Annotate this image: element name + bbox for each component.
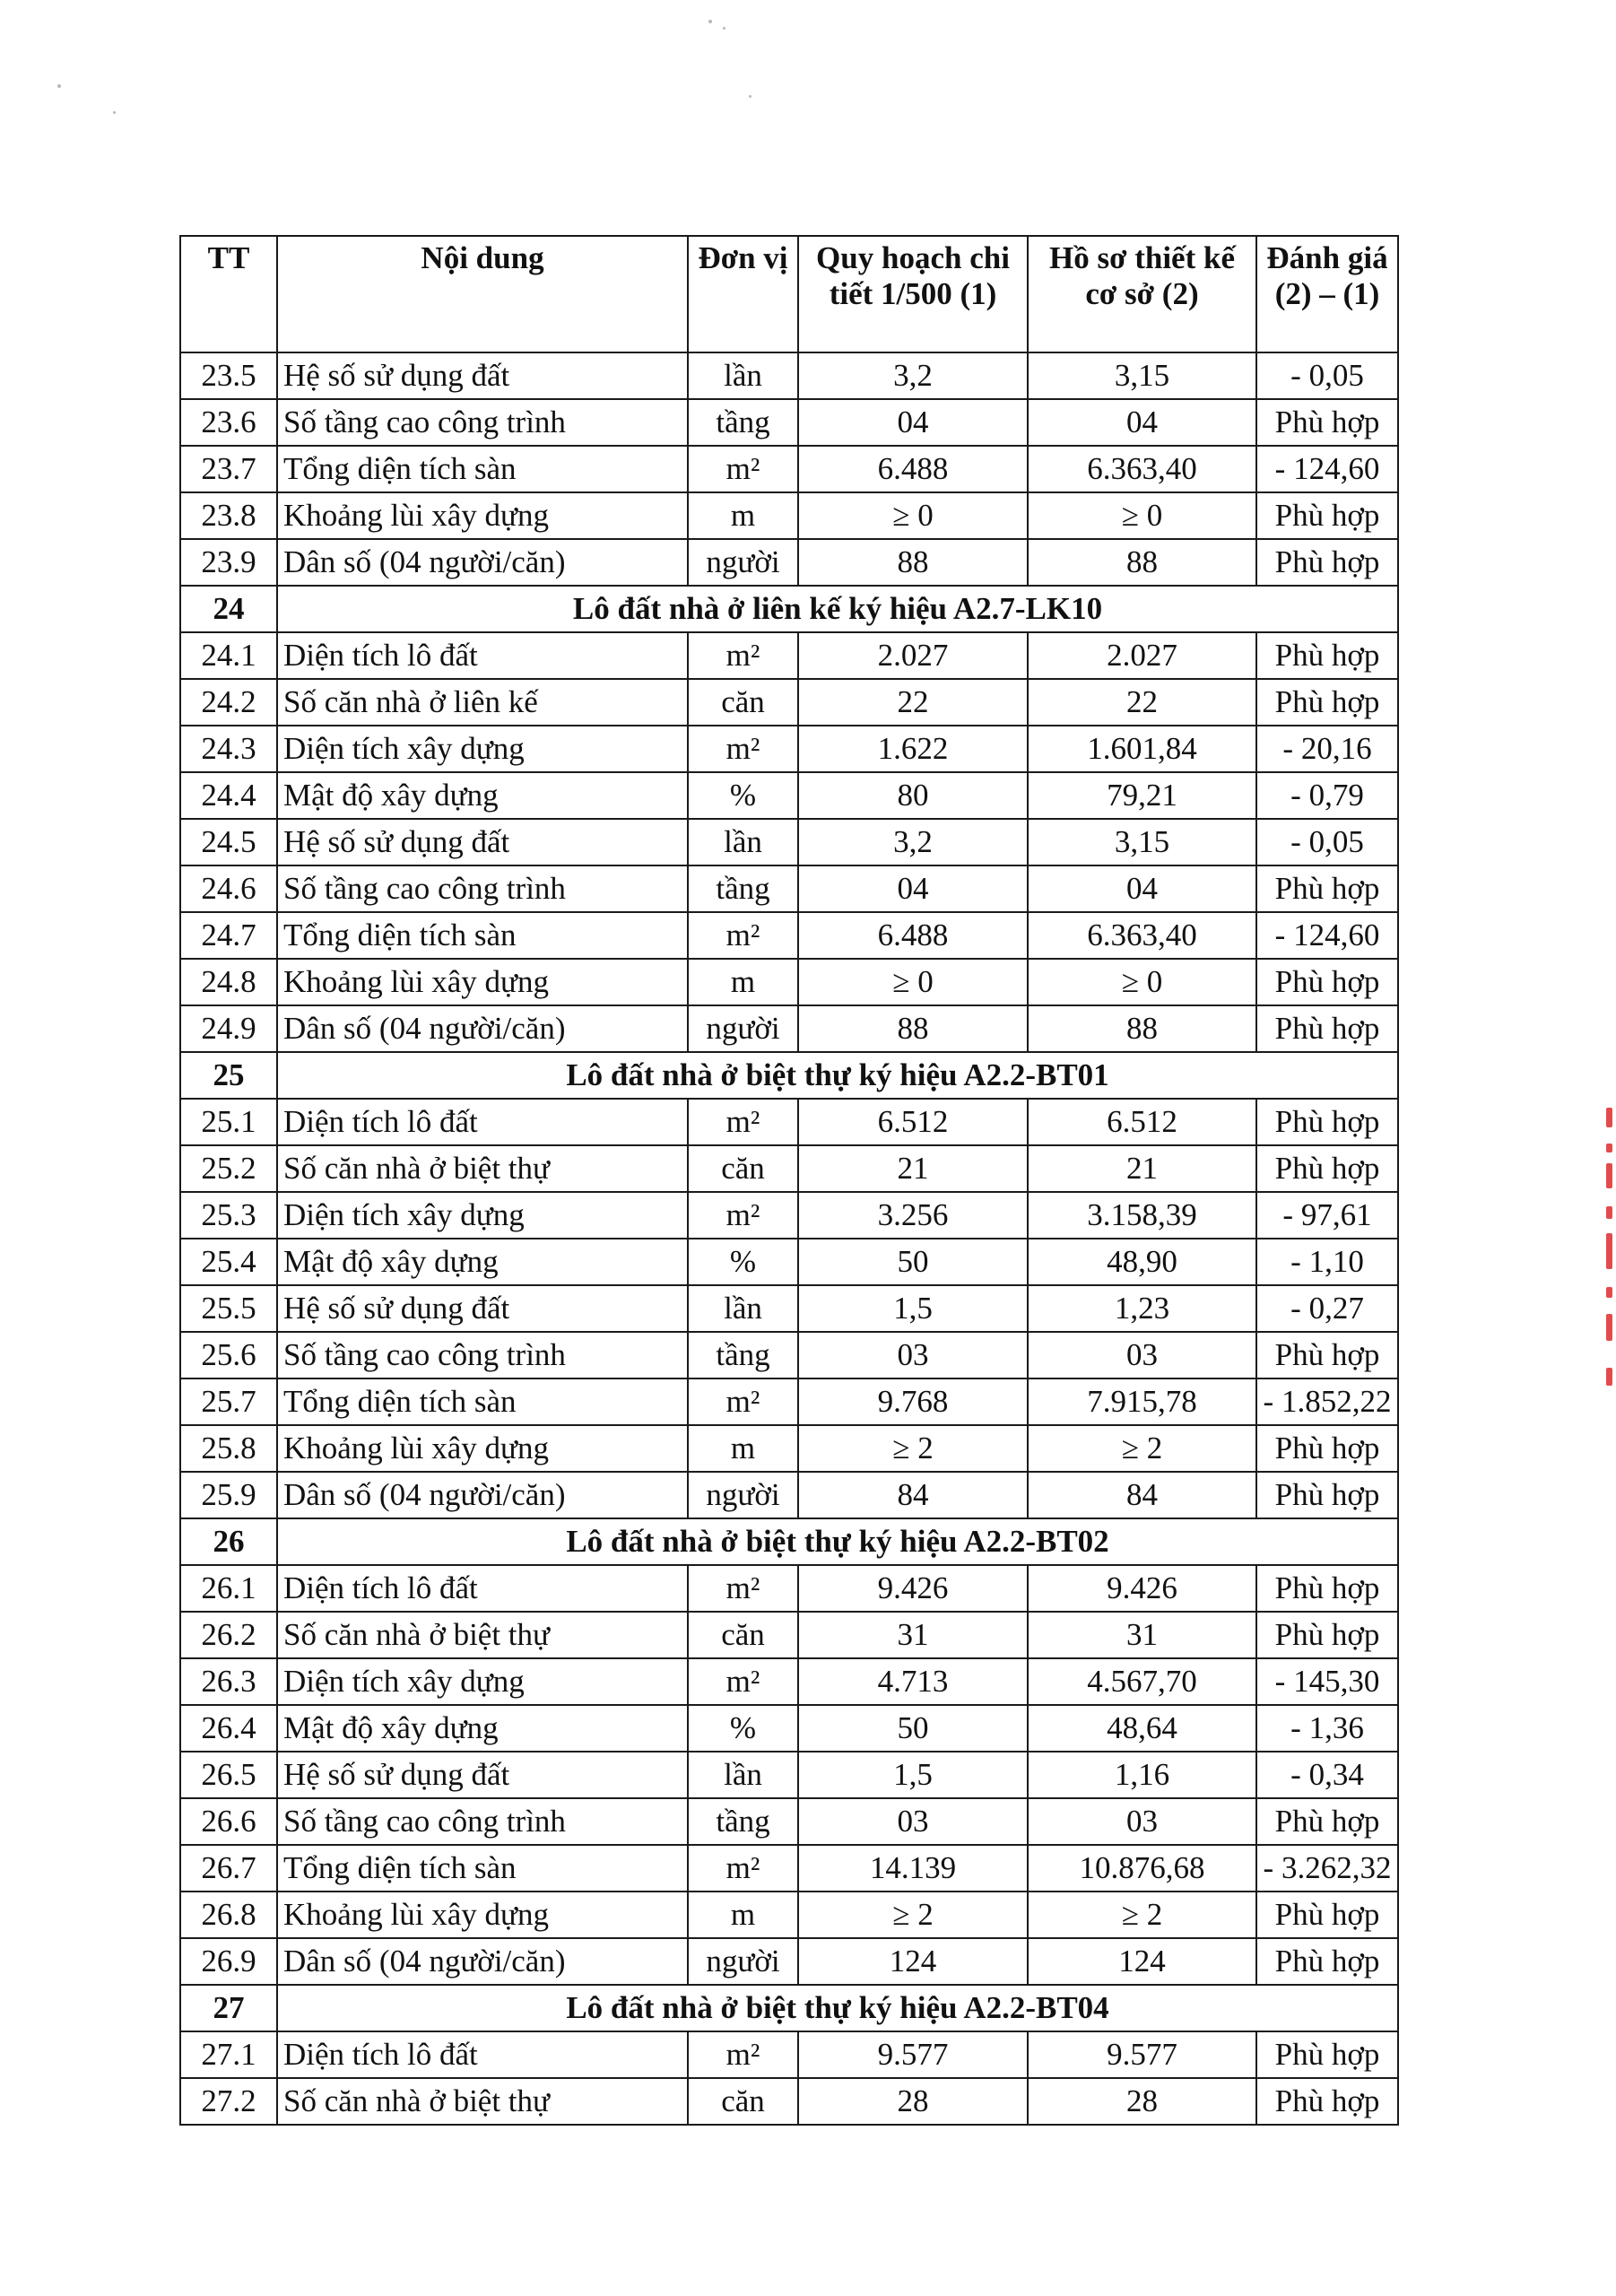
row-unit: m bbox=[688, 492, 798, 539]
row-planning-value: 03 bbox=[798, 1798, 1028, 1845]
row-content: Tổng diện tích sàn bbox=[277, 1378, 688, 1425]
row-unit: m² bbox=[688, 1658, 798, 1705]
group-header-row bbox=[180, 586, 1398, 632]
group-header-row bbox=[180, 1985, 1398, 2031]
table-row bbox=[180, 1472, 1398, 1518]
row-planning-value: 1,5 bbox=[798, 1752, 1028, 1798]
row-number: 24.3 bbox=[180, 726, 277, 772]
row-unit: % bbox=[688, 1705, 798, 1752]
row-unit: m² bbox=[688, 632, 798, 679]
table-row bbox=[180, 726, 1398, 772]
row-unit: m² bbox=[688, 446, 798, 492]
group-number: 26 bbox=[180, 1518, 277, 1565]
row-evaluation: Phù hợp bbox=[1256, 2031, 1398, 2078]
table-row bbox=[180, 1892, 1398, 1938]
row-number: 24.1 bbox=[180, 632, 277, 679]
row-evaluation: - 0,79 bbox=[1256, 772, 1398, 819]
row-evaluation: - 20,16 bbox=[1256, 726, 1398, 772]
row-planning-value: 88 bbox=[798, 1005, 1028, 1052]
row-content: Dân số (04 người/căn) bbox=[277, 1938, 688, 1985]
row-unit: lần bbox=[688, 1285, 798, 1332]
row-number: 26.3 bbox=[180, 1658, 277, 1705]
row-evaluation: - 124,60 bbox=[1256, 446, 1398, 492]
table-row bbox=[180, 492, 1398, 539]
row-design-value: 9.426 bbox=[1028, 1565, 1256, 1612]
row-design-value: 84 bbox=[1028, 1472, 1256, 1518]
row-content: Diện tích lô đất bbox=[277, 1099, 688, 1145]
row-number: 25.7 bbox=[180, 1378, 277, 1425]
row-number: 24.6 bbox=[180, 865, 277, 912]
row-design-value: 7.915,78 bbox=[1028, 1378, 1256, 1425]
row-number: 24.2 bbox=[180, 679, 277, 726]
row-design-value: 04 bbox=[1028, 399, 1256, 446]
row-evaluation: Phù hợp bbox=[1256, 1005, 1398, 1052]
row-number: 26.5 bbox=[180, 1752, 277, 1798]
row-unit: m² bbox=[688, 1099, 798, 1145]
row-unit: người bbox=[688, 539, 798, 586]
row-planning-value: 88 bbox=[798, 539, 1028, 586]
row-content: Số căn nhà ở biệt thự bbox=[277, 1612, 688, 1658]
row-evaluation: Phù hợp bbox=[1256, 632, 1398, 679]
row-planning-value: 80 bbox=[798, 772, 1028, 819]
row-evaluation: Phù hợp bbox=[1256, 1892, 1398, 1938]
row-planning-value: 9.768 bbox=[798, 1378, 1028, 1425]
header-tt: TT bbox=[180, 236, 277, 352]
row-number: 24.4 bbox=[180, 772, 277, 819]
row-unit: % bbox=[688, 1239, 798, 1285]
row-planning-value: 84 bbox=[798, 1472, 1028, 1518]
row-content: Khoảng lùi xây dựng bbox=[277, 959, 688, 1005]
table-row bbox=[180, 1332, 1398, 1378]
row-design-value: 3,15 bbox=[1028, 352, 1256, 399]
table-row bbox=[180, 1192, 1398, 1239]
row-unit: căn bbox=[688, 1612, 798, 1658]
table-row bbox=[180, 1145, 1398, 1192]
row-content: Mật độ xây dựng bbox=[277, 1239, 688, 1285]
row-unit: tầng bbox=[688, 1798, 798, 1845]
group-number: 27 bbox=[180, 1985, 277, 2031]
row-evaluation: - 145,30 bbox=[1256, 1658, 1398, 1705]
row-design-value: 4.567,70 bbox=[1028, 1658, 1256, 1705]
row-unit: % bbox=[688, 772, 798, 819]
row-evaluation: Phù hợp bbox=[1256, 1332, 1398, 1378]
row-evaluation: Phù hợp bbox=[1256, 539, 1398, 586]
table-row bbox=[180, 2078, 1398, 2125]
row-number: 24.9 bbox=[180, 1005, 277, 1052]
row-planning-value: 21 bbox=[798, 1145, 1028, 1192]
row-number: 25.9 bbox=[180, 1472, 277, 1518]
row-content: Diện tích xây dựng bbox=[277, 1192, 688, 1239]
table-row bbox=[180, 1798, 1398, 1845]
row-content: Số căn nhà ở biệt thự bbox=[277, 2078, 688, 2125]
row-planning-value: 2.027 bbox=[798, 632, 1028, 679]
row-evaluation: - 0,05 bbox=[1256, 819, 1398, 865]
row-unit: m² bbox=[688, 1378, 798, 1425]
row-number: 25.2 bbox=[180, 1145, 277, 1192]
row-evaluation: - 124,60 bbox=[1256, 912, 1398, 959]
row-number: 25.1 bbox=[180, 1099, 277, 1145]
row-number: 26.6 bbox=[180, 1798, 277, 1845]
table-row bbox=[180, 352, 1398, 399]
row-number: 26.7 bbox=[180, 1845, 277, 1892]
row-design-value: 03 bbox=[1028, 1798, 1256, 1845]
row-number: 26.1 bbox=[180, 1565, 277, 1612]
row-design-value: 22 bbox=[1028, 679, 1256, 726]
row-unit: m bbox=[688, 1425, 798, 1472]
row-design-value: 88 bbox=[1028, 1005, 1256, 1052]
row-evaluation: - 1,10 bbox=[1256, 1239, 1398, 1285]
row-evaluation: - 1,36 bbox=[1256, 1705, 1398, 1752]
row-evaluation: Phù hợp bbox=[1256, 1099, 1398, 1145]
table-row bbox=[180, 819, 1398, 865]
row-planning-value: 14.139 bbox=[798, 1845, 1028, 1892]
row-unit: tầng bbox=[688, 399, 798, 446]
table-row bbox=[180, 1005, 1398, 1052]
row-unit: lần bbox=[688, 819, 798, 865]
group-title: Lô đất nhà ở biệt thự ký hiệu A2.2-BT02 bbox=[277, 1518, 1398, 1565]
row-number: 24.8 bbox=[180, 959, 277, 1005]
row-unit: m² bbox=[688, 726, 798, 772]
row-content: Hệ số sử dụng đất bbox=[277, 819, 688, 865]
row-content: Hệ số sử dụng đất bbox=[277, 352, 688, 399]
group-number: 25 bbox=[180, 1052, 277, 1099]
row-planning-value: 4.713 bbox=[798, 1658, 1028, 1705]
row-planning-value: 3,2 bbox=[798, 819, 1028, 865]
row-design-value: 3,15 bbox=[1028, 819, 1256, 865]
row-unit: người bbox=[688, 1005, 798, 1052]
row-unit: tầng bbox=[688, 865, 798, 912]
row-number: 25.6 bbox=[180, 1332, 277, 1378]
row-evaluation: Phù hợp bbox=[1256, 1472, 1398, 1518]
row-evaluation: - 97,61 bbox=[1256, 1192, 1398, 1239]
table-row bbox=[180, 1099, 1398, 1145]
table-row bbox=[180, 1612, 1398, 1658]
table-row bbox=[180, 1658, 1398, 1705]
table-row bbox=[180, 1565, 1398, 1612]
row-number: 26.4 bbox=[180, 1705, 277, 1752]
row-unit: lần bbox=[688, 352, 798, 399]
row-design-value: 31 bbox=[1028, 1612, 1256, 1658]
row-design-value: ≥ 0 bbox=[1028, 959, 1256, 1005]
row-unit: m² bbox=[688, 1565, 798, 1612]
row-unit: m² bbox=[688, 912, 798, 959]
row-design-value: 10.876,68 bbox=[1028, 1845, 1256, 1892]
row-evaluation: Phù hợp bbox=[1256, 959, 1398, 1005]
row-planning-value: 31 bbox=[798, 1612, 1028, 1658]
row-number: 26.8 bbox=[180, 1892, 277, 1938]
scan-speck bbox=[723, 27, 725, 30]
group-title: Lô đất nhà ở biệt thự ký hiệu A2.2-BT01 bbox=[277, 1052, 1398, 1099]
row-content: Số tầng cao công trình bbox=[277, 1798, 688, 1845]
row-design-value: 1,16 bbox=[1028, 1752, 1256, 1798]
row-evaluation: - 3.262,32 bbox=[1256, 1845, 1398, 1892]
row-design-value: ≥ 2 bbox=[1028, 1425, 1256, 1472]
row-content: Số căn nhà ở biệt thự bbox=[277, 1145, 688, 1192]
row-evaluation: Phù hợp bbox=[1256, 679, 1398, 726]
group-header-row bbox=[180, 1052, 1398, 1099]
row-number: 23.9 bbox=[180, 539, 277, 586]
row-design-value: ≥ 2 bbox=[1028, 1892, 1256, 1938]
row-design-value: 48,64 bbox=[1028, 1705, 1256, 1752]
row-design-value: 124 bbox=[1028, 1938, 1256, 1985]
row-planning-value: 04 bbox=[798, 865, 1028, 912]
row-content: Khoảng lùi xây dựng bbox=[277, 1425, 688, 1472]
scan-speck bbox=[57, 84, 61, 88]
row-design-value: 6.363,40 bbox=[1028, 912, 1256, 959]
row-evaluation: - 0,05 bbox=[1256, 352, 1398, 399]
header-ho-so: Hồ sơ thiết kế cơ sở (2) bbox=[1028, 236, 1256, 352]
row-design-value: 21 bbox=[1028, 1145, 1256, 1192]
table-row bbox=[180, 959, 1398, 1005]
row-planning-value: 3.256 bbox=[798, 1192, 1028, 1239]
row-unit: tầng bbox=[688, 1332, 798, 1378]
row-planning-value: 03 bbox=[798, 1332, 1028, 1378]
row-content: Diện tích xây dựng bbox=[277, 726, 688, 772]
header-quy-hoach: Quy hoạch chi tiết 1/500 (1) bbox=[798, 236, 1028, 352]
scan-speck bbox=[708, 20, 712, 23]
header-danh-gia: Đánh giá (2) – (1) bbox=[1256, 236, 1398, 352]
row-content: Số căn nhà ở liên kế bbox=[277, 679, 688, 726]
row-content: Diện tích lô đất bbox=[277, 2031, 688, 2078]
row-planning-value: 124 bbox=[798, 1938, 1028, 1985]
row-design-value: 48,90 bbox=[1028, 1239, 1256, 1285]
row-content: Hệ số sử dụng đất bbox=[277, 1752, 688, 1798]
row-number: 23.5 bbox=[180, 352, 277, 399]
row-content: Dân số (04 người/căn) bbox=[277, 1472, 688, 1518]
row-content: Khoảng lùi xây dựng bbox=[277, 492, 688, 539]
row-unit: lần bbox=[688, 1752, 798, 1798]
row-content: Mật độ xây dựng bbox=[277, 1705, 688, 1752]
table-row bbox=[180, 1285, 1398, 1332]
table-body bbox=[180, 352, 1398, 2125]
table-row bbox=[180, 2031, 1398, 2078]
table-row bbox=[180, 446, 1398, 492]
row-content: Hệ số sử dụng đất bbox=[277, 1285, 688, 1332]
row-number: 26.9 bbox=[180, 1938, 277, 1985]
table-row bbox=[180, 539, 1398, 586]
row-planning-value: ≥ 2 bbox=[798, 1892, 1028, 1938]
row-number: 25.8 bbox=[180, 1425, 277, 1472]
row-design-value: 1,23 bbox=[1028, 1285, 1256, 1332]
row-number: 25.5 bbox=[180, 1285, 277, 1332]
row-number: 23.6 bbox=[180, 399, 277, 446]
row-planning-value: 1,5 bbox=[798, 1285, 1028, 1332]
table-row bbox=[180, 865, 1398, 912]
header-noi-dung: Nội dung bbox=[277, 236, 688, 352]
row-unit: m bbox=[688, 959, 798, 1005]
row-planning-value: 22 bbox=[798, 679, 1028, 726]
row-evaluation: Phù hợp bbox=[1256, 1798, 1398, 1845]
row-evaluation: Phù hợp bbox=[1256, 492, 1398, 539]
row-unit: người bbox=[688, 1472, 798, 1518]
row-evaluation: Phù hợp bbox=[1256, 399, 1398, 446]
row-number: 26.2 bbox=[180, 1612, 277, 1658]
comparison-table bbox=[179, 235, 1399, 2126]
row-content: Khoảng lùi xây dựng bbox=[277, 1892, 688, 1938]
row-number: 23.7 bbox=[180, 446, 277, 492]
group-header-row bbox=[180, 1518, 1398, 1565]
row-unit: căn bbox=[688, 679, 798, 726]
table-row bbox=[180, 912, 1398, 959]
row-content: Diện tích xây dựng bbox=[277, 1658, 688, 1705]
scan-speck bbox=[113, 111, 116, 114]
row-unit: m² bbox=[688, 2031, 798, 2078]
row-design-value: 88 bbox=[1028, 539, 1256, 586]
row-planning-value: ≥ 0 bbox=[798, 492, 1028, 539]
row-planning-value: 1.622 bbox=[798, 726, 1028, 772]
row-evaluation: - 1.852,22 bbox=[1256, 1378, 1398, 1425]
row-design-value: ≥ 0 bbox=[1028, 492, 1256, 539]
row-unit: căn bbox=[688, 2078, 798, 2125]
row-number: 25.3 bbox=[180, 1192, 277, 1239]
row-planning-value: 04 bbox=[798, 399, 1028, 446]
row-design-value: 2.027 bbox=[1028, 632, 1256, 679]
row-content: Diện tích lô đất bbox=[277, 1565, 688, 1612]
row-content: Dân số (04 người/căn) bbox=[277, 539, 688, 586]
row-number: 25.4 bbox=[180, 1239, 277, 1285]
group-title: Lô đất nhà ở liên kế ký hiệu A2.7-LK10 bbox=[277, 586, 1398, 632]
row-evaluation: Phù hợp bbox=[1256, 1565, 1398, 1612]
red-stamp-edge bbox=[1603, 1108, 1616, 1404]
row-content: Mật độ xây dựng bbox=[277, 772, 688, 819]
row-content: Tổng diện tích sàn bbox=[277, 912, 688, 959]
row-unit: m² bbox=[688, 1192, 798, 1239]
row-number: 24.5 bbox=[180, 819, 277, 865]
table-row bbox=[180, 679, 1398, 726]
row-evaluation: - 0,27 bbox=[1256, 1285, 1398, 1332]
row-planning-value: 9.577 bbox=[798, 2031, 1028, 2078]
table-row bbox=[180, 772, 1398, 819]
row-content: Dân số (04 người/căn) bbox=[277, 1005, 688, 1052]
row-planning-value: ≥ 0 bbox=[798, 959, 1028, 1005]
row-design-value: 1.601,84 bbox=[1028, 726, 1256, 772]
row-content: Số tầng cao công trình bbox=[277, 1332, 688, 1378]
row-design-value: 3.158,39 bbox=[1028, 1192, 1256, 1239]
row-evaluation: Phù hợp bbox=[1256, 1425, 1398, 1472]
table-row bbox=[180, 1425, 1398, 1472]
row-planning-value: 50 bbox=[798, 1705, 1028, 1752]
row-design-value: 6.512 bbox=[1028, 1099, 1256, 1145]
row-design-value: 79,21 bbox=[1028, 772, 1256, 819]
row-design-value: 04 bbox=[1028, 865, 1256, 912]
row-planning-value: 9.426 bbox=[798, 1565, 1028, 1612]
row-evaluation: Phù hợp bbox=[1256, 2078, 1398, 2125]
row-unit: căn bbox=[688, 1145, 798, 1192]
group-title: Lô đất nhà ở biệt thự ký hiệu A2.2-BT04 bbox=[277, 1985, 1398, 2031]
row-unit: m bbox=[688, 1892, 798, 1938]
row-evaluation: - 0,34 bbox=[1256, 1752, 1398, 1798]
table-row bbox=[180, 399, 1398, 446]
row-content: Diện tích lô đất bbox=[277, 632, 688, 679]
row-design-value: 03 bbox=[1028, 1332, 1256, 1378]
row-content: Tổng diện tích sàn bbox=[277, 1845, 688, 1892]
row-design-value: 6.363,40 bbox=[1028, 446, 1256, 492]
row-content: Số tầng cao công trình bbox=[277, 399, 688, 446]
row-unit: người bbox=[688, 1938, 798, 1985]
table-row bbox=[180, 1239, 1398, 1285]
table-row bbox=[180, 1938, 1398, 1985]
row-design-value: 9.577 bbox=[1028, 2031, 1256, 2078]
scan-speck bbox=[749, 95, 752, 98]
row-evaluation: Phù hợp bbox=[1256, 865, 1398, 912]
row-planning-value: 50 bbox=[798, 1239, 1028, 1285]
table-row bbox=[180, 1845, 1398, 1892]
row-design-value: 28 bbox=[1028, 2078, 1256, 2125]
row-number: 27.1 bbox=[180, 2031, 277, 2078]
row-number: 23.8 bbox=[180, 492, 277, 539]
row-content: Số tầng cao công trình bbox=[277, 865, 688, 912]
table-row bbox=[180, 632, 1398, 679]
table-header-row bbox=[180, 236, 1398, 352]
row-evaluation: Phù hợp bbox=[1256, 1612, 1398, 1658]
row-planning-value: 6.488 bbox=[798, 446, 1028, 492]
row-number: 24.7 bbox=[180, 912, 277, 959]
row-planning-value: ≥ 2 bbox=[798, 1425, 1028, 1472]
row-planning-value: 6.488 bbox=[798, 912, 1028, 959]
row-evaluation: Phù hợp bbox=[1256, 1938, 1398, 1985]
table-row bbox=[180, 1378, 1398, 1425]
row-planning-value: 3,2 bbox=[798, 352, 1028, 399]
row-planning-value: 28 bbox=[798, 2078, 1028, 2125]
group-number: 24 bbox=[180, 586, 277, 632]
table-row bbox=[180, 1705, 1398, 1752]
row-planning-value: 6.512 bbox=[798, 1099, 1028, 1145]
row-content: Tổng diện tích sàn bbox=[277, 446, 688, 492]
row-number: 27.2 bbox=[180, 2078, 277, 2125]
row-evaluation: Phù hợp bbox=[1256, 1145, 1398, 1192]
row-unit: m² bbox=[688, 1845, 798, 1892]
header-don-vi: Đơn vị bbox=[688, 236, 798, 352]
table-row bbox=[180, 1752, 1398, 1798]
